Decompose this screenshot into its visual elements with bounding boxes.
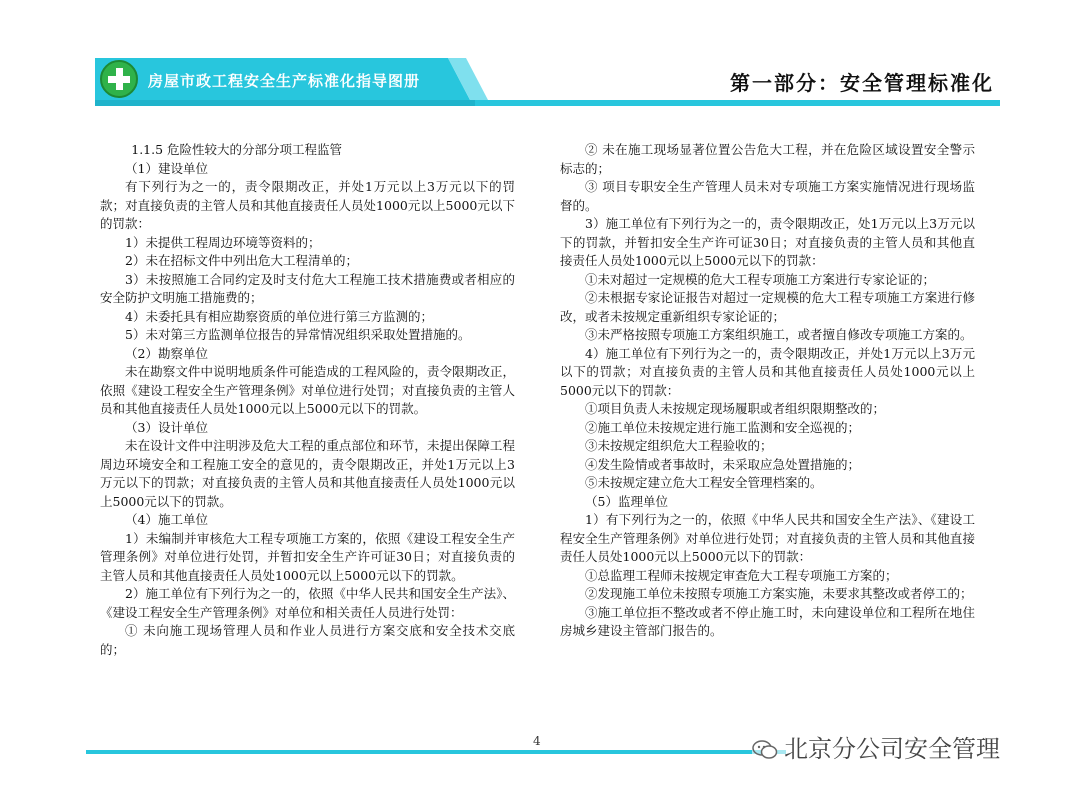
list-item: ①总监理工程师未按规定审查危大工程专项施工方案的； bbox=[585, 567, 898, 583]
paragraph: 1）有下列行为之一的，依照《中华人民共和国安全生产法》、《建设工程安全生产管理条例》对单位进行处罚；对直接负责的主管人员和其他直接责任人员处1000元以上5000元以下的罚款： bbox=[560, 512, 975, 564]
paragraph-heading: （5）监理单位 bbox=[585, 493, 668, 509]
logo-icon bbox=[100, 60, 138, 98]
banner-title: 房屋市政工程安全生产标准化指导图册 bbox=[148, 72, 421, 90]
page-header bbox=[0, 0, 1080, 110]
list-item: ③未严格按照专项施工方案组织施工，或者擅自修改专项施工方案的。 bbox=[585, 327, 973, 342]
paragraph: 3）施工单位有下列行为之一的，责令限期改正，处1万元以上3万元以下的罚款，并暂扣安全生产许可证30日；对直接负责的主管人员和其他直接责任人员处1000元以上5000元以下的罚款： bbox=[560, 216, 975, 268]
list-item: ② 未在施工现场显著位置公告危大工程，并在危险区域设置安全警示标志的； bbox=[560, 142, 975, 176]
paragraph-heading: （3）设计单位 bbox=[125, 419, 208, 435]
paragraph: 2）施工单位有下列行为之一的，依照《中华人民共和国安全生产法》、《建设工程安全生产管理条例》对单位和相关责任人员进行处罚： bbox=[100, 586, 515, 620]
footer-divider bbox=[86, 750, 786, 754]
list-item: ②未根据专家论证报告对超过一定规模的危大工程专项施工方案进行修改，或者未按规定重新组织专家论证的； bbox=[560, 290, 975, 324]
paragraph: 1）未编制并审核危大工程专项施工方案的，依照《建设工程安全生产管理条例》对单位进行处罚，并暂扣安全生产许可证30日；对直接负责的主管人员和其他直接责任人员处1000元以上5000元以下的罚款。 bbox=[100, 530, 515, 583]
watermark-text: 北京分公司安全管理 bbox=[784, 735, 1000, 763]
paragraph-heading: （1）建设单位 bbox=[125, 160, 208, 176]
list-item: 1）未提供工程周边环境等资料的； bbox=[125, 234, 321, 250]
section-title: 第一部分：安全管理标准化 bbox=[730, 71, 994, 95]
list-item: 3）未按照施工合同约定及时支付危大工程施工技术措施费或者相应的安全防护文明施工措施费的； bbox=[100, 271, 515, 305]
paragraph-heading: （4）施工单位 bbox=[125, 512, 208, 527]
list-item: ①未对超过一定规模的危大工程专项施工方案进行专家论证的； bbox=[585, 271, 936, 287]
wechat-icon bbox=[752, 740, 778, 760]
paragraph: 有下列行为之一的，责令限期改正，并处1万元以上3万元以下的罚款；对直接负责的主管人员和其他直接责任人员处1000元以上5000元以下的罚款： bbox=[100, 179, 515, 231]
list-item: ③未按规定组织危大工程验收的； bbox=[585, 438, 773, 453]
left-column bbox=[100, 141, 515, 659]
paragraph: 未在设计文件中注明涉及危大工程的重点部位和环节，未提出保障工程周边环境安全和工程施工安全的意见的，责令限期改正，并处1万元以上3万元以下的罚款；对直接负责的主管人员和其他直接责任人员处1000元以上5000元以下的罚款。 bbox=[100, 438, 515, 509]
list-item: 4）未委托具有相应勘察资质的单位进行第三方监测的； bbox=[125, 308, 433, 324]
list-item: ④发生险情或者事故时，未采取应急处置措施的； bbox=[585, 456, 861, 472]
list-item: 2）未在招标文件中列出危大工程清单的； bbox=[125, 253, 358, 268]
page-number: 4 bbox=[533, 734, 541, 748]
list-item: ③ 项目专职安全生产管理人员未对专项施工方案实施情况进行现场监督的。 bbox=[560, 179, 975, 213]
list-item: ①项目负责人未按规定现场履职或者组织限期整改的； bbox=[585, 401, 886, 416]
list-item: 5）未对第三方监测单位报告的异常情况组织采取处置措施的。 bbox=[125, 327, 471, 342]
list-item: ③施工单位拒不整改或者不停止施工时，未向建设单位和工程所在地住房城乡建设主管部门报告的。 bbox=[560, 604, 975, 638]
list-item: ②施工单位未按规定进行施工监测和安全巡视的； bbox=[585, 419, 861, 435]
subsection-heading: 1.1.5 危险性较大的分部分项工程监管 bbox=[131, 142, 343, 157]
right-column bbox=[560, 141, 975, 641]
paragraph: 4）施工单位有下列行为之一的，责令限期改正，并处1万元以上3万元以下的罚款；对直接负责的主管人员和其他直接责任人员处1000元以上5000元以下的罚款： bbox=[560, 345, 975, 398]
list-item: ⑤未按规定建立危大工程安全管理档案的。 bbox=[585, 475, 823, 490]
list-item: ②发现施工单位未按照专项施工方案实施，未要求其整改或者停工的； bbox=[585, 586, 973, 601]
list-item: ① 未向施工现场管理人员和作业人员进行方案交底和安全技术交底的； bbox=[100, 623, 515, 657]
paragraph-heading: （2）勘察单位 bbox=[125, 345, 208, 361]
paragraph: 未在勘察文件中说明地质条件可能造成的工程风险的，责令限期改正，依照《建设工程安全生产管理条例》对单位进行处罚；对直接负责的主管人员和其他直接责任人员处1000元以上5000元以下的罚款。 bbox=[100, 364, 515, 416]
watermark bbox=[752, 732, 1006, 766]
